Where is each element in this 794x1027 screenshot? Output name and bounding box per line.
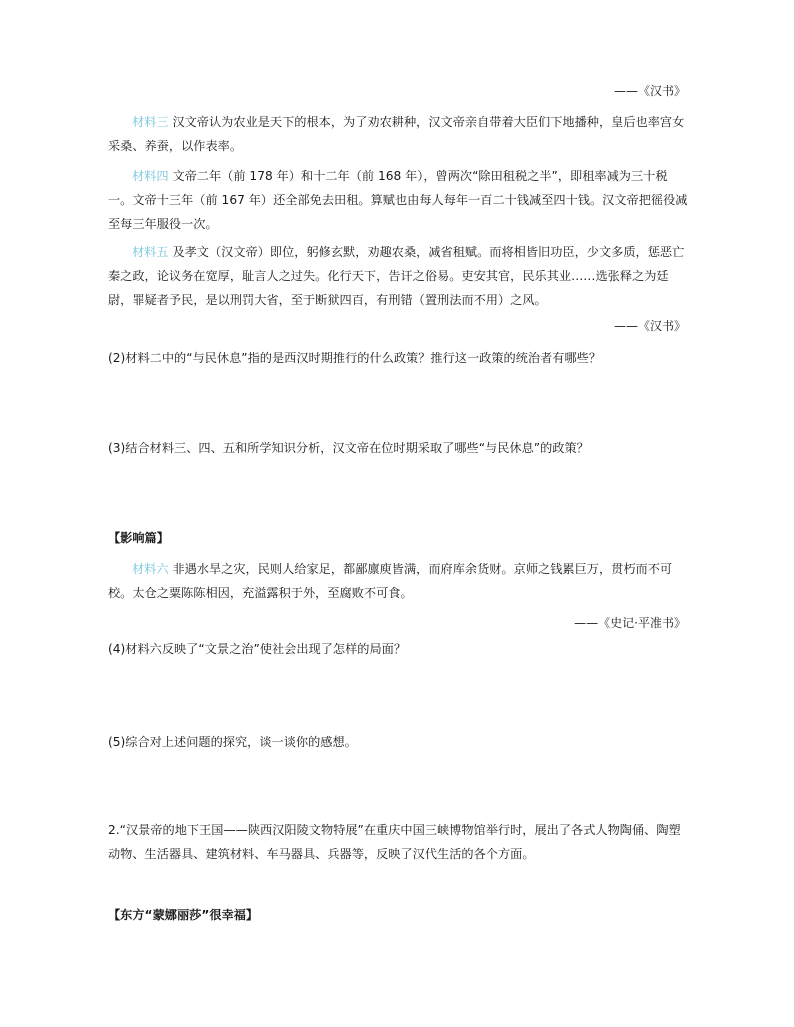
section-heading-mona-lisa: 【东方“蒙娜丽莎”很幸福】 [108, 908, 259, 922]
material-5-paragraph [108, 240, 688, 312]
source-citation: ——《汉书》 [613, 84, 686, 98]
question-4: (4)材料六反映了“文景之治”使社会出现了怎样的局面？ [108, 642, 407, 656]
material-6-tag: 材料六 [132, 562, 169, 576]
material-6-paragraph [108, 557, 688, 605]
source-citation: ——《史记·平准书》 [574, 616, 686, 630]
material-3-paragraph [108, 110, 688, 158]
material-4-paragraph [108, 164, 688, 236]
material-5-tag: 材料五 [132, 245, 169, 259]
question-5: (5)综合对上述问题的探究，谈一谈你的感想。 [108, 735, 357, 749]
source-citation: ——《汉书》 [613, 319, 686, 333]
question-3: (3)结合材料三、四、五和所学知识分析，汉文帝在位时期采取了哪些“与民休息”的政策？ [108, 441, 589, 455]
question-2: (2)材料二中的“与民休息”指的是西汉时期推行的什么政策？推行这一政策的统治者有哪些？ [108, 351, 602, 365]
material-6-text: 非遇水旱之灾，民则人给家足，都鄙廪庾皆满，而府库余货财。京师之钱累巨万，贯朽而不可校。太仓之粟陈陈相因，充溢露积于外，至腐败不可食。 [108, 562, 673, 600]
material-3-text: 汉文帝认为农业是天下的根本，为了劝农耕种，汉文帝亲自带着大臣们下地播种，皇后也率宫女采桑、养蚕，以作表率。 [108, 115, 685, 153]
material-4-text: 文帝二年（前 178 年）和十二年（前 168 年），曾两次“除田租税之半”，即租率减为三十税一。文帝十三年（前 167 年）还全部免去田租。算赋也由每人每年一百二十钱减至四十钱。汉文帝把徭役减至每三年服役一次。 [108, 169, 688, 231]
section-heading-impact: 【影响篇】 [108, 531, 169, 545]
material-3-tag: 材料三 [132, 115, 169, 129]
material-5-text: 及孝文（汉文帝）即位，躬修玄默，劝趣农桑，减省租赋。而将相皆旧功臣，少文多质，惩恶亡秦之政，论议务在宽厚，耻言人之过失。化行天下，告讦之俗易。吏安其官，民乐其业……选张释之为廷尉，罪疑者予民，是以刑罚大省，至于断狱四百，有刑错（置刑法而不用）之风。 [108, 245, 685, 307]
material-4-tag: 材料四 [132, 169, 169, 183]
item-2-paragraph: 2.“汉景帝的地下王国——陕西汉阳陵文物特展”在重庆中国三峡博物馆举行时，展出了各式人物陶俑、陶塑动物、生活器具、建筑材料、车马器具、兵器等，反映了汉代生活的各个方面。 [108, 823, 681, 861]
